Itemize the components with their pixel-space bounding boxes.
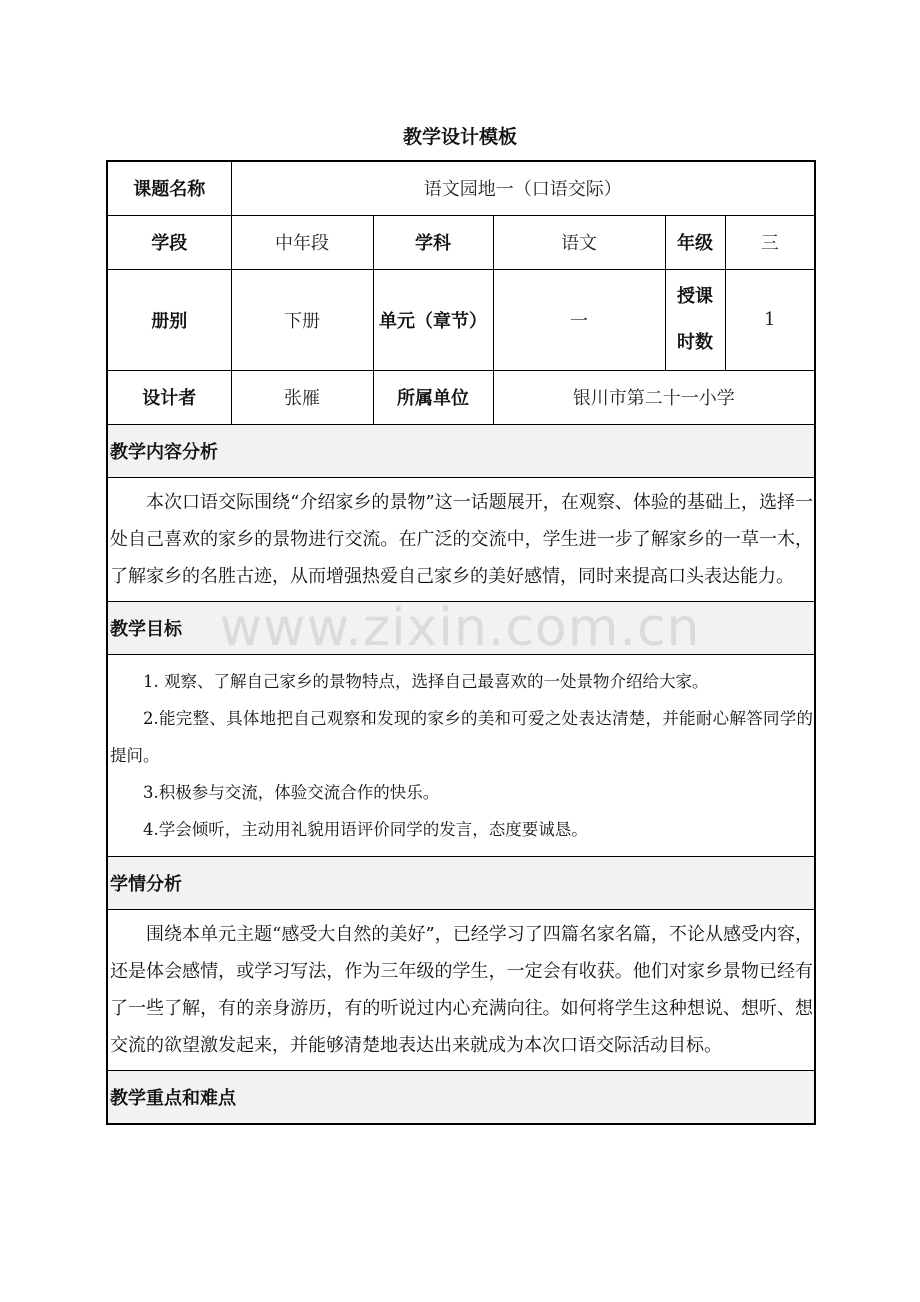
subject-label: 学科 (373, 215, 493, 269)
unit-label: 单元（章节） (373, 269, 493, 370)
topic-value: 语文园地一（口语交际） (231, 161, 815, 215)
org-value: 银川市第二十一小学 (493, 370, 815, 424)
hours-label-line2: 时数 (677, 331, 713, 353)
key-points-heading: 教学重点和难点 (107, 1070, 815, 1124)
row-stage (107, 215, 815, 269)
volume-label: 册别 (107, 269, 231, 370)
designer-label: 设计者 (107, 370, 231, 424)
row-learner-analysis-heading (107, 856, 815, 909)
unit-value: 一 (493, 269, 665, 370)
document-title: 教学设计模板 (402, 126, 517, 148)
hours-label-line1: 授课 (677, 285, 713, 307)
row-objectives-body (107, 654, 815, 856)
objectives-heading: 教学目标 (107, 601, 815, 654)
row-content-analysis-heading (107, 424, 815, 477)
objective-item: 2.能完整、具体地把自己观察和发现的家乡的美和可爱之处表达清楚，并能耐心解答同学的提问。 (110, 708, 814, 765)
stage-value: 中年段 (231, 215, 373, 269)
objective-item: 3.积极参与交流，体验交流合作的快乐。 (143, 782, 440, 802)
row-key-points-heading (107, 1070, 815, 1124)
subject-value: 语文 (493, 215, 665, 269)
stage-label: 学段 (107, 215, 231, 269)
row-objectives-heading (107, 601, 815, 654)
grade-value: 三 (725, 215, 815, 269)
row-content-analysis-body (107, 477, 815, 601)
hours-value: 1 (725, 269, 815, 370)
row-volume (107, 269, 815, 370)
volume-value: 下册 (231, 269, 373, 370)
row-topic (107, 161, 815, 215)
topic-label: 课题名称 (107, 161, 231, 215)
lesson-design-table (106, 160, 816, 1125)
content-analysis-text: 本次口语交际围绕“介绍家乡的景物”这一话题展开，在观察、体验的基础上，选择一处自己喜欢的家乡的景物进行交流。在广泛的交流中，学生进一步了解家乡的一草一木，了解家乡的名胜古迹，从而增强热爱自己家乡的美好感情，同时来提高口头表达能力。 (107, 477, 815, 601)
designer-value: 张雁 (231, 370, 373, 424)
watermark: www.zixin.com.cn (219, 598, 701, 658)
objective-item: 4.学会倾听，主动用礼貌用语评价同学的发言，态度要诚恳。 (143, 819, 588, 839)
row-designer (107, 370, 815, 424)
content-analysis-heading: 教学内容分析 (107, 424, 815, 477)
learner-analysis-text: 围绕本单元主题“感受大自然的美好”，已经学习了四篇名家名篇，不论从感受内容，还是体会感情，或学习写法，作为三年级的学生，一定会有收获。他们对家乡景物已经有了一些了解，有的亲身游历，有的听说过内心充满向往。如何将学生这种想说、想听、想交流的欲望激发起来，并能够清楚地表达出来就成为本次口语交际活动目标。 (107, 909, 815, 1070)
learner-analysis-heading: 学情分析 (107, 856, 815, 909)
row-learner-analysis-body (107, 909, 815, 1070)
objectives-list (107, 654, 815, 856)
grade-label: 年级 (665, 215, 725, 269)
org-label: 所属单位 (373, 370, 493, 424)
hours-label (665, 269, 725, 370)
objective-item: 1. 观察、了解自己家乡的景物特点，选择自己最喜欢的一处景物介绍给大家。 (143, 671, 709, 691)
